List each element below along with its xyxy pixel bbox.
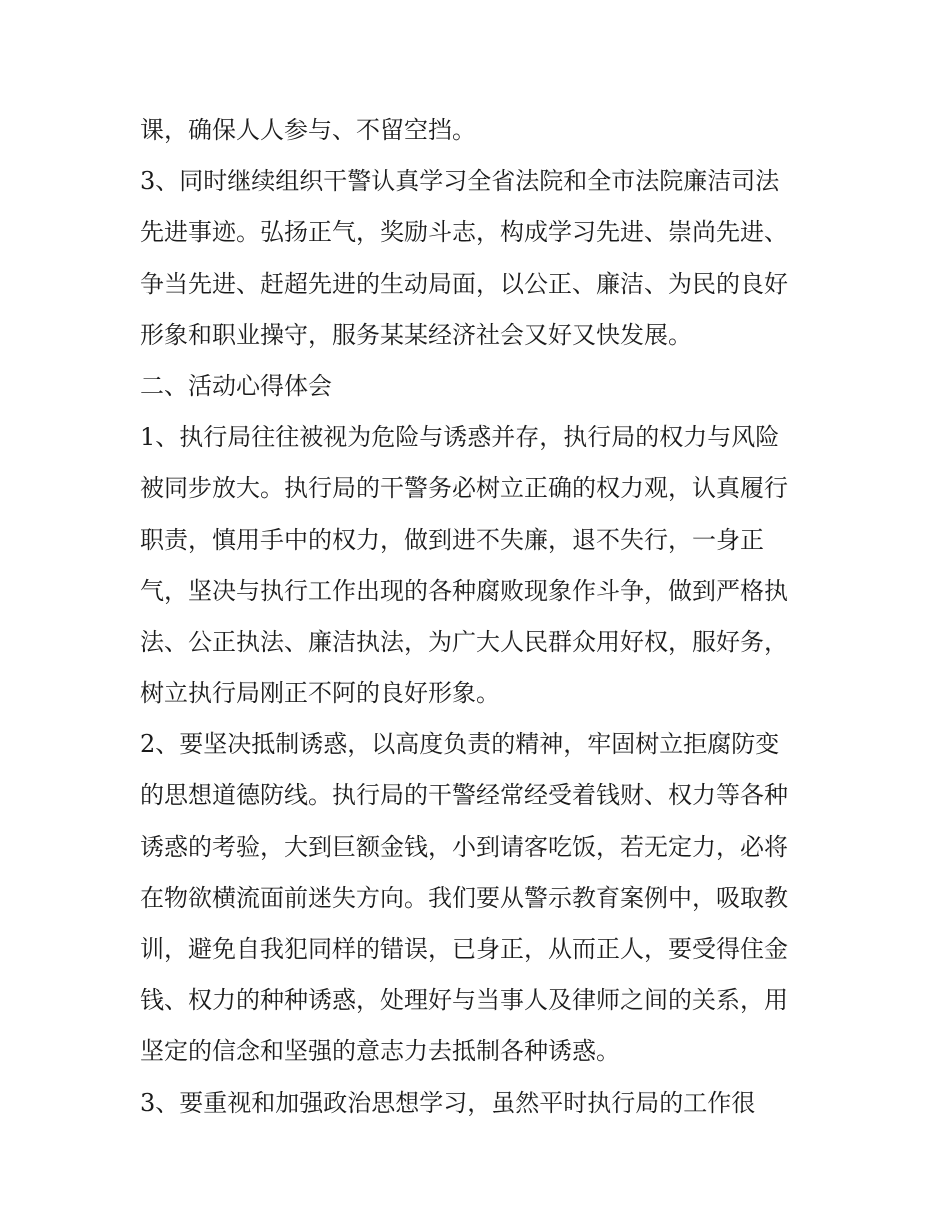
text-line: 被同步放大。执行局的干警务必树立正确的权力观，认真履行 <box>140 474 788 503</box>
text-line: 训，避免自我犯同样的错误，已身正，从而正人，要受得住金 <box>140 935 788 963</box>
text-line: 1、执行局往往被视为危险与诱惑并存，执行局的权力与风险 <box>140 423 780 452</box>
text-line: 的思想道德防线。执行局的干警经常经受着钱财、权力等各种 <box>140 781 788 810</box>
text-line: 在物欲横流面前迷失方向。我们要从警示教育案例中，吸取教 <box>140 883 788 912</box>
text-line: 气，坚决与执行工作出现的各种腐败现象作斗争，做到严格执 <box>140 576 788 605</box>
text-line: 树立执行局刚正不阿的良好形象。 <box>140 679 500 708</box>
text-line: 法、公正执法、廉洁执法，为广大人民群众用好权，服好务， <box>140 627 788 656</box>
text-line: 争当先进、赶超先进的生动局面，以公正、廉洁、为民的良好 <box>140 269 788 298</box>
text-line: 3、同时继续组织干警认真学习全省法院和全市法院廉洁司法 <box>140 167 780 196</box>
text-line: 诱惑的考验，大到巨额金钱，小到请客吃饭，若无定力，必将 <box>140 832 788 861</box>
text-line: 钱、权力的种种诱惑，处理好与当事人及律师之间的关系，用 <box>140 986 788 1015</box>
text-line: 形象和职业操守，服务某某经济社会又好又快发展。 <box>140 320 692 349</box>
text-line: 坚定的信念和坚强的意志力去抵制各种诱惑。 <box>140 1037 620 1066</box>
text-line: 2、要坚决抵制诱惑，以高度负责的精神，牢固树立拒腐防变 <box>140 730 780 759</box>
text-line: 先进事迹。弘扬正气，奖励斗志，构成学习先进、崇尚先进、 <box>140 218 788 247</box>
document-body <box>140 105 830 1129</box>
text-line: 课，确保人人参与、不留空挡。 <box>140 116 476 144</box>
text-line: 3、要重视和加强政治思想学习，虽然平时执行局的工作很 <box>140 1088 756 1117</box>
section-heading: 二、活动心得体会 <box>140 371 332 400</box>
text-line: 职责，慎用手中的权力，做到进不失廉，退不失行，一身正 <box>140 525 764 554</box>
